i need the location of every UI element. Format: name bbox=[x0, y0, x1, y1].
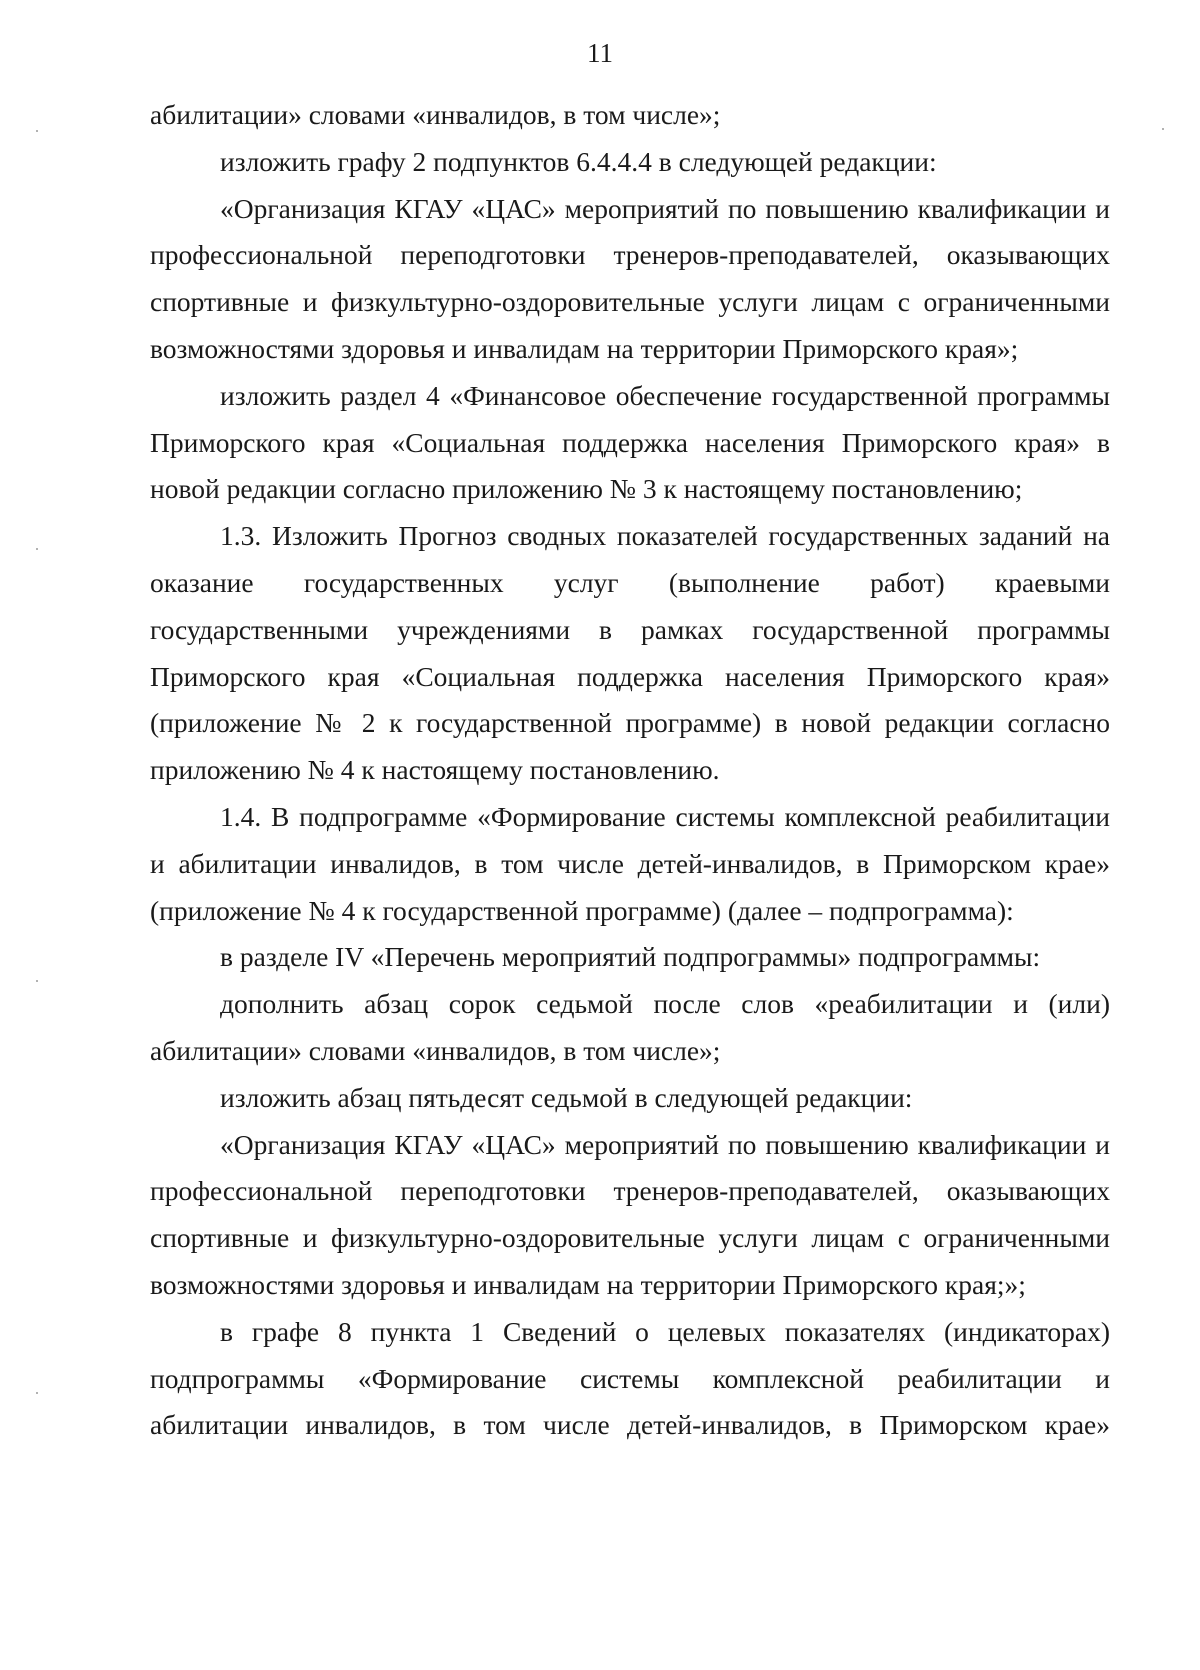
paragraph-item-1-3: 1.3. Изложить Прогноз сводных показателей государственных заданий на оказание государственных услуг (выполнение работ) краевыми государственными учреждениями в рамках государственной программы Приморского края «Социальная поддержка населения Приморского края» (приложение № 2 к государственной программе) в новой редакции согласно приложению № 4 к настоящему постановлению. bbox=[150, 520, 1110, 786]
paragraph-truncated: в графе 8 пункта 1 Сведений о целевых показателях (индикаторах) подпрограммы «Формирование системы комплексной реабилитации и абилитации инвалидов, в том числе детей-инвалидов, в Приморском крае» bbox=[150, 1315, 1110, 1441]
scan-speck bbox=[36, 548, 38, 550]
scan-speck bbox=[36, 1392, 38, 1394]
scan-speck bbox=[36, 980, 38, 982]
paragraph-quote: «Организация КГАУ «ЦАС» мероприятий по повышению квалификации и профессиональной переподготовки тренеров-преподавателей, оказывающих спортивные и физкультурно-оздоровительные услуги лицам с ограниченными возможностями здоровья и инвалидам на территории Приморского края»; bbox=[150, 192, 1110, 364]
scan-speck bbox=[1162, 128, 1164, 130]
paragraph-continuation: абилитации» словами «инвалидов, в том числе»; bbox=[150, 99, 721, 130]
paragraph: дополнить абзац сорок седьмой после слов «реабилитации и (или) абилитации» словами «инвалидов, в том числе»; bbox=[150, 988, 1110, 1066]
paragraph-item-1-4: 1.4. В подпрограмме «Формирование системы комплексной реабилитации и абилитации инвалидов, в том числе детей-инвалидов, в Приморском крае» (приложение № 4 к государственной программе) (далее – подпрограмма): bbox=[150, 800, 1110, 926]
paragraph: изложить раздел 4 «Финансовое обеспечение государственной программы Приморского края «Социальная поддержка населения Приморского края» в новой редакции согласно приложению № 3 к настоящему постановлению; bbox=[150, 379, 1110, 505]
paragraph: изложить абзац пятьдесят седьмой в следующей редакции: bbox=[220, 1081, 913, 1113]
paragraph-quote: «Организация КГАУ «ЦАС» мероприятий по повышению квалификации и профессиональной переподготовки тренеров-преподавателей, оказывающих спортивные и физкультурно-оздоровительные услуги лицам с ограниченными возможностями здоровья и инвалидам на территории Приморского края;»; bbox=[150, 1128, 1110, 1300]
document-body bbox=[150, 92, 1110, 1449]
scan-speck bbox=[36, 130, 38, 132]
paragraph: в разделе IV «Перечень мероприятий подпрограммы» подпрограммы: bbox=[220, 941, 1041, 973]
page-number: 11 bbox=[587, 38, 613, 68]
paragraph: изложить графу 2 подпунктов 6.4.4.4 в следующей редакции: bbox=[220, 145, 937, 177]
